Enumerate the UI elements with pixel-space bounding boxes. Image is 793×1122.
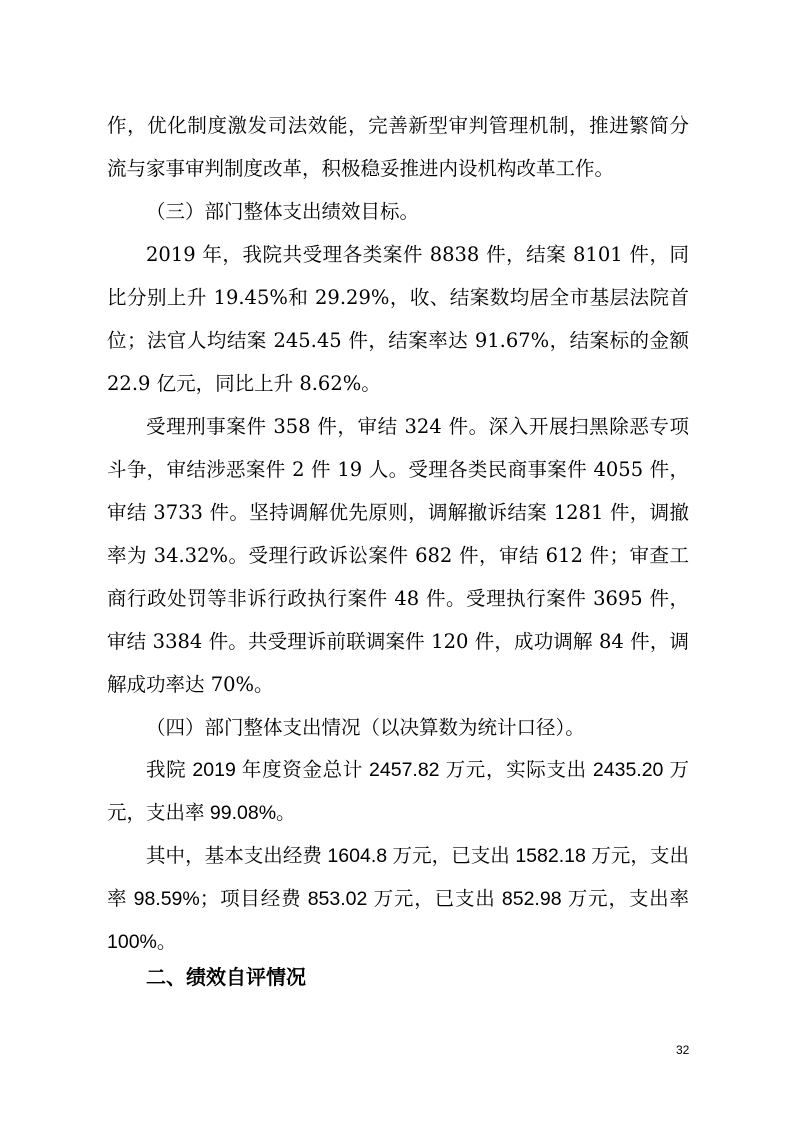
paragraph-case-statistics: 2019 年，我院共受理各类案件 8838 件，结案 8101 件，同比分别上升 19.45%和 29.29%，收、结案数均居全市基层法院首位；法官人均结案 245.45 件，结案率达 91.67%，结案标的金额 22.9 亿元，同比上升 8.62%。 [107,243,689,395]
paragraph-case-details: 受理刑事案件 358 件，审结 324 件。深入开展扫黑除恶专项斗争，审结涉恶案件 2 件 19 人。受理各类民商事案件 4055 件，审结 3733 件。坚持调解优先原则，调解撤诉结案 1281 件，调撤率为 34.32%。受理行政诉讼案件 682 件，审结 612 件；审查工商行政处罚等非诉行政执行案件 48 件。受理执行案件 3695 件，审结 3384 件。共受理诉前联调案件 120 件，成功调解 84 件，调解成功率达 70%。 [107,415,689,696]
page-number: 32 [676,1043,690,1057]
section-heading-self-evaluation: 二、绩效自评情况 [146,965,306,989]
subheading-performance-goals: （三）部门整体支出绩效目标。 [146,200,420,223]
paragraph-fund-total: 我院 2019 年度资金总计 2457.82 万元，实际支出 2435.20 万元，支出率 99.08%。 [107,759,689,824]
subheading-expenditure-status: （四）部门整体支出情况（以决算数为统计口径）。 [146,716,585,739]
paragraph-expenditure-breakdown: 其中，基本支出经费 1604.8 万元，已支出 1582.18 万元，支出率 98.59%；项目经费 853.02 万元，已支出 852.98 万元，支出率 100%。 [107,845,689,953]
paragraph-continuation: 作，优化制度激发司法效能，完善新型审判管理机制，推进繁简分流与家事审判制度改革，积极稳妥推进内设机构改革工作。 [107,114,689,180]
